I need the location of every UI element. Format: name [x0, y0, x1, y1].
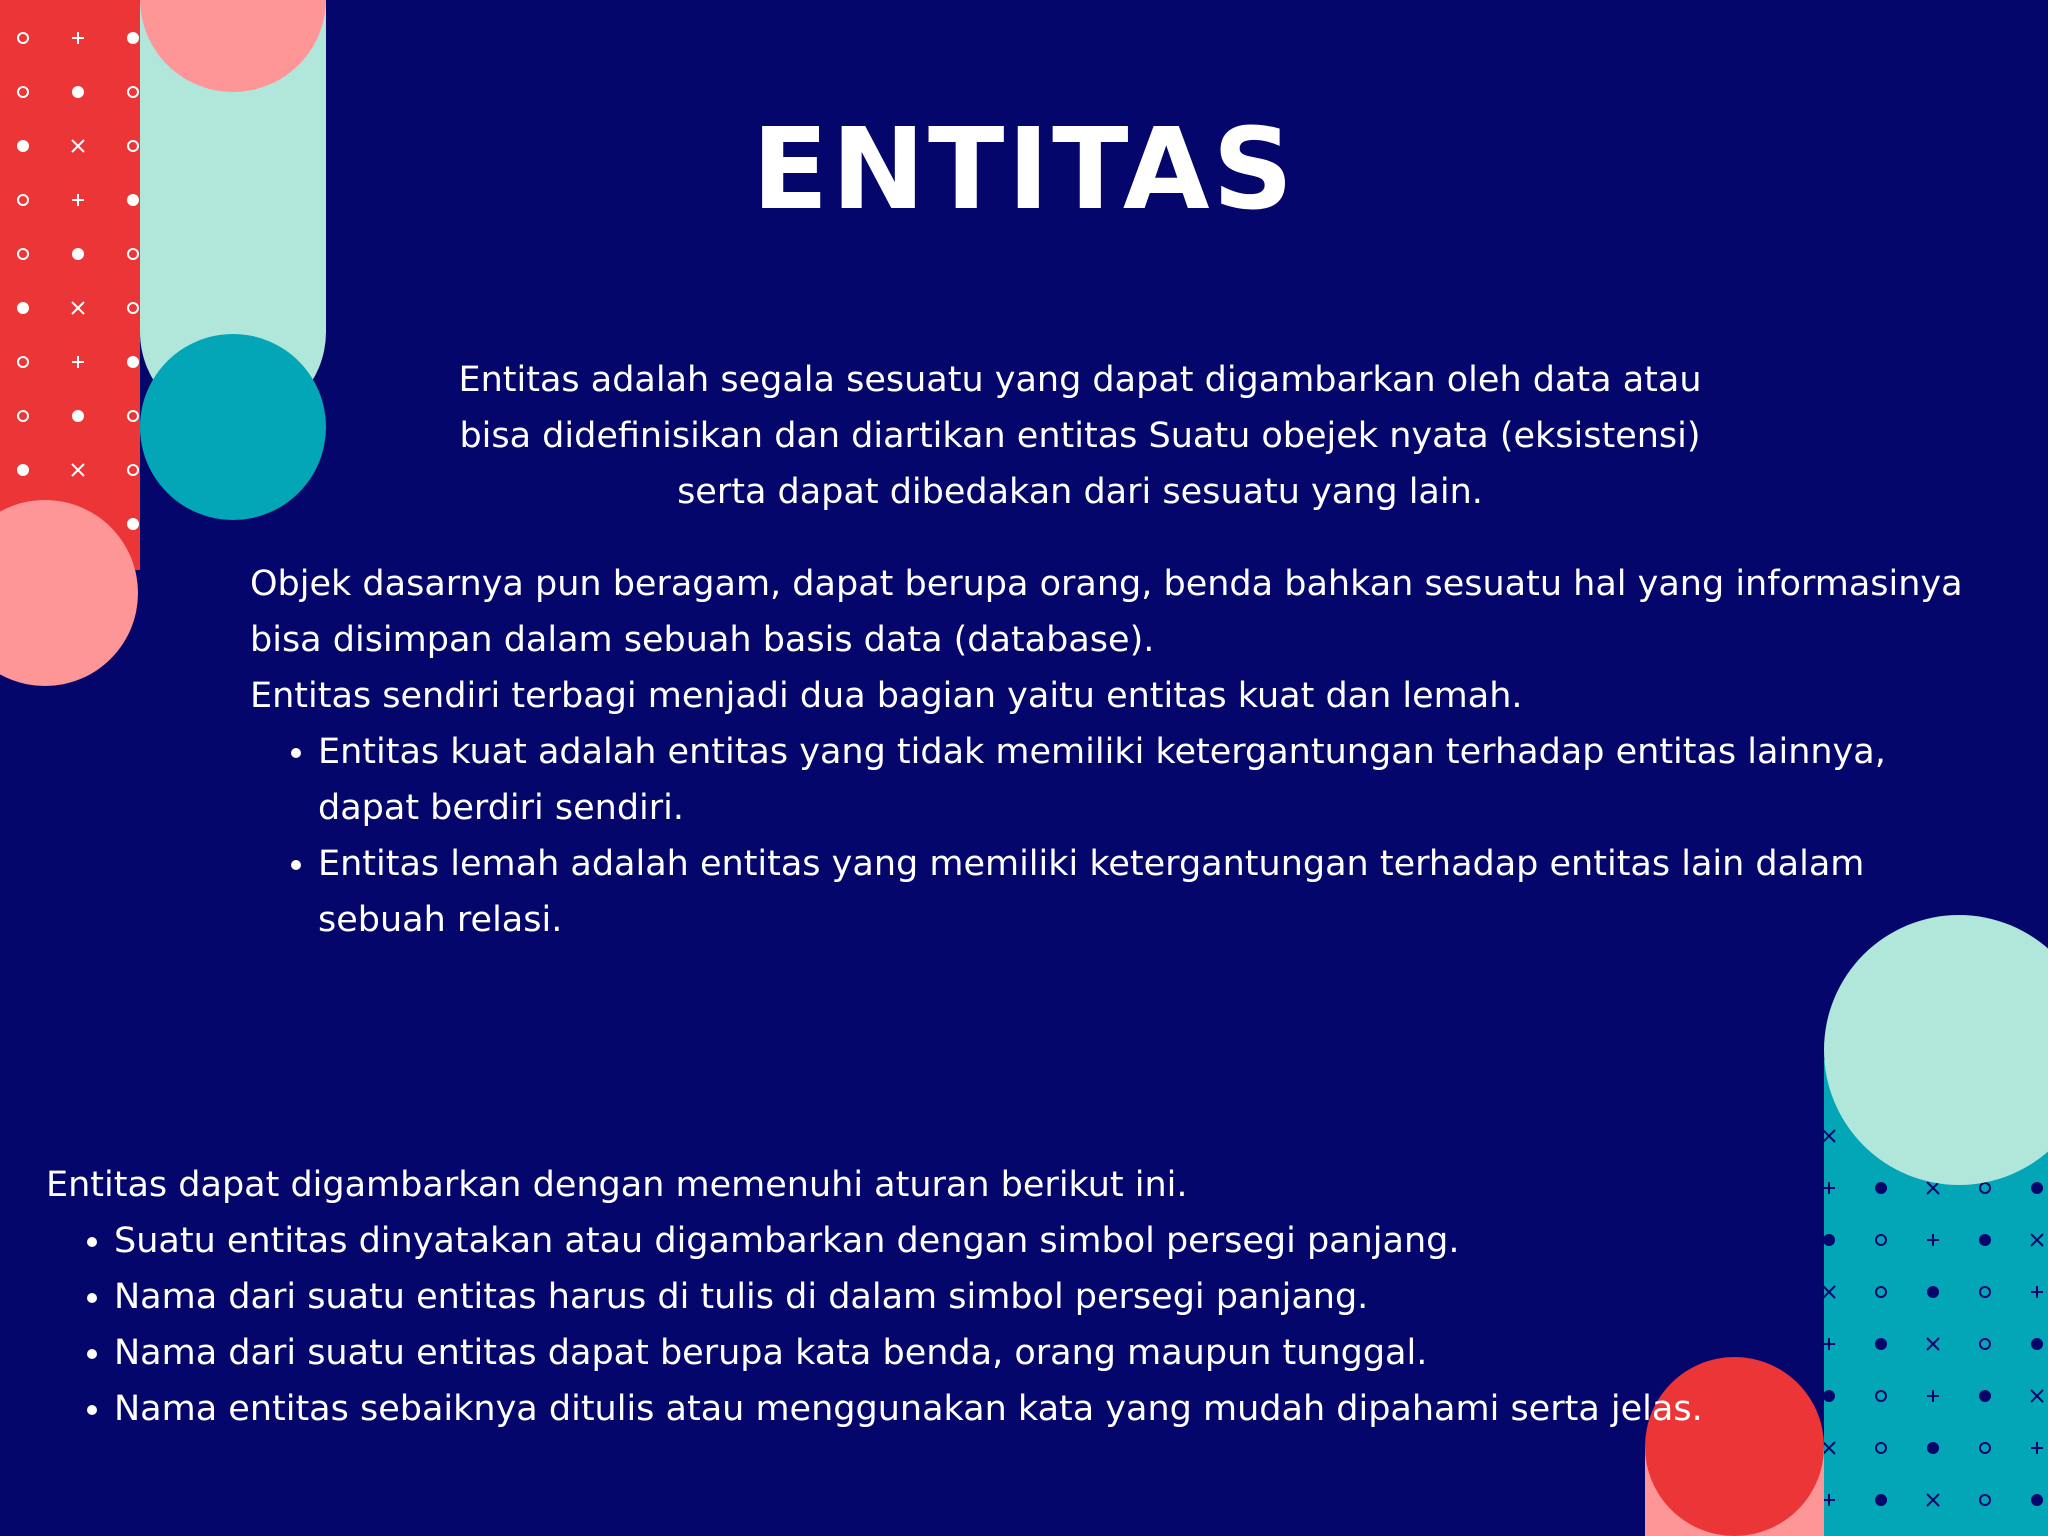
pattern-symbol — [1980, 1495, 1990, 1505]
list-item: • Nama entitas sebaiknya ditulis atau menggunakan kata yang mudah dipahami serta jelas. — [114, 1381, 1706, 1437]
pattern-symbol — [1927, 1442, 1939, 1454]
red-pattern-strip — [0, 0, 140, 570]
pattern-symbol — [128, 303, 138, 313]
pattern-symbol — [128, 249, 138, 259]
pattern-symbol — [72, 356, 84, 368]
pattern-symbol — [18, 357, 28, 367]
objects-paragraph: Objek dasarnya pun beragam, dapat berupa orang, benda bahkan sesuatu hal yang informasinya bisa disimpan dalam sebuah basis data (database). — [250, 564, 1963, 660]
pattern-symbol — [72, 248, 84, 260]
rules-intro: Entitas dapat digambarkan dengan memenuhi aturan berikut ini. — [46, 1165, 1188, 1205]
pattern-symbol — [2031, 1494, 2043, 1506]
pattern-symbol — [2031, 1390, 2043, 1402]
entity-description — [250, 556, 1990, 948]
list-item: • Nama dari suatu entitas dapat berupa kata benda, orang maupun tunggal. — [114, 1325, 1706, 1381]
pattern-symbol — [1824, 1286, 1835, 1298]
pattern-symbol — [1979, 1234, 1991, 1246]
pattern-symbol — [1927, 1182, 1939, 1194]
pattern-symbol — [1927, 1234, 1939, 1246]
pattern-symbol — [1876, 1391, 1886, 1401]
pattern-symbol — [128, 87, 138, 97]
pattern-symbol — [1824, 1182, 1835, 1194]
pattern-symbol — [2031, 1442, 2043, 1454]
pattern-symbol — [2031, 1234, 2043, 1246]
pattern-symbol — [2031, 1338, 2043, 1350]
pattern-symbol — [1927, 1338, 1939, 1350]
pattern-symbol — [18, 411, 28, 421]
pattern-symbol — [1927, 1494, 1939, 1506]
pattern-symbol — [1979, 1390, 1991, 1402]
entity-rules — [46, 1157, 1706, 1437]
pattern-symbol — [1980, 1443, 1990, 1453]
pattern-symbol — [128, 465, 138, 475]
pattern-symbol — [1824, 1338, 1835, 1350]
pattern-symbol — [17, 302, 29, 314]
pattern-symbol — [1980, 1287, 1990, 1297]
pattern-symbol — [2031, 1286, 2043, 1298]
pattern-symbol — [127, 518, 139, 530]
pattern-symbol — [72, 86, 84, 98]
pattern-symbol — [18, 249, 28, 259]
pattern-symbol — [1875, 1338, 1887, 1350]
rules-list — [46, 1213, 1706, 1437]
pattern-symbol — [72, 464, 84, 476]
pattern-symbol — [1875, 1494, 1887, 1506]
pattern-symbol — [1824, 1234, 1835, 1246]
pattern-symbol — [1876, 1443, 1886, 1453]
pattern-symbol — [127, 32, 139, 44]
types-paragraph: Entitas sendiri terbagi menjadi dua bagian yaitu entitas kuat dan lemah. — [250, 676, 1523, 716]
pattern-symbol — [1980, 1183, 1990, 1193]
pattern-symbol — [1927, 1286, 1939, 1298]
slide-title: ENTITAS — [751, 105, 1297, 235]
pattern-symbol — [1824, 1130, 1835, 1142]
pattern-symbol — [128, 411, 138, 421]
pattern-symbol — [1875, 1182, 1887, 1194]
intro-paragraph: Entitas adalah segala sesuatu yang dapat digambarkan oleh data atau bisa didefinisikan dan diartikan entitas Suatu obejek nyata (eksistensi) serta dapat dibedakan dari sesuatu yang lain. — [458, 360, 1702, 512]
pattern-symbol — [17, 464, 29, 476]
pattern-symbol — [72, 32, 84, 44]
list-item: • Entitas kuat adalah entitas yang tidak memiliki ketergantungan terhadap entitas lainnya, dapat berdiri sendiri. — [318, 724, 1990, 836]
pattern-symbol — [1824, 1390, 1835, 1402]
pattern-symbol — [1824, 1494, 1835, 1506]
pattern-symbol — [1824, 1442, 1835, 1454]
pattern-symbol — [18, 33, 28, 43]
pattern-symbol — [72, 410, 84, 422]
pattern-symbol — [1876, 1287, 1886, 1297]
pattern-symbol — [1927, 1390, 1939, 1402]
pattern-symbol — [1876, 1235, 1886, 1245]
pattern-symbol — [127, 356, 139, 368]
list-item: • Nama dari suatu entitas harus di tulis di dalam simbol persegi panjang. — [114, 1269, 1706, 1325]
list-item: • Entitas lemah adalah entitas yang memiliki ketergantungan terhadap entitas lain dalam sebuah relasi. — [318, 836, 1990, 948]
pattern-symbol — [2031, 1182, 2043, 1194]
entity-types-list — [250, 724, 1990, 948]
pattern-symbol — [18, 87, 28, 97]
pattern-symbol — [1980, 1339, 1990, 1349]
teal-circle — [140, 334, 326, 520]
list-item: • Suatu entitas dinyatakan atau digambarkan dengan simbol persegi panjang. — [114, 1213, 1706, 1269]
pattern-symbol — [72, 302, 84, 314]
